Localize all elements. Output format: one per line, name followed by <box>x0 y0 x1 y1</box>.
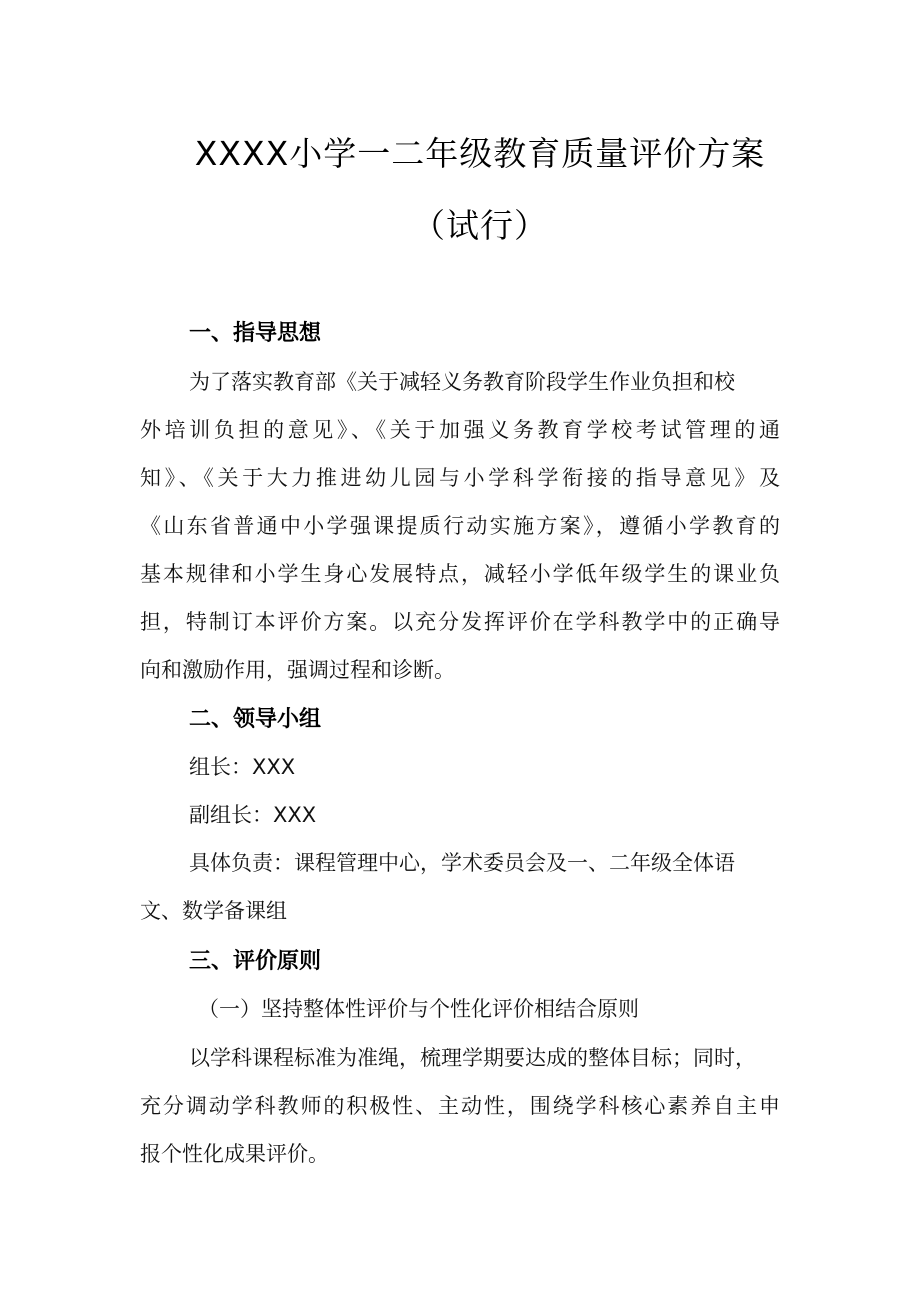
section-heading-evaluation-principles: 三、评价原则 <box>189 949 322 974</box>
paragraph-line: 报个性化成果评价。 <box>140 1142 329 1166</box>
group-leader-line: 组长：XXX <box>189 755 296 779</box>
paragraph-line: 《山东省普通中小学强课提质行动实施方案》，遵循小学教育的 <box>140 514 780 538</box>
deputy-leader-line: 副组长：XXX <box>189 803 317 827</box>
paragraph-line: 知》、《关于大力推进幼儿园与小学科学衔接的指导意见》及 <box>140 466 780 490</box>
paragraph-line: 充分调动学科教师的积极性、主动性，围绕学科核心素养自主申 <box>140 1094 780 1118</box>
paragraph-line: 向和激励作用，强调过程和诊断。 <box>140 658 455 682</box>
paragraph-line: 担，特制订本评价方案。以充分发挥评价在学科教学中的正确导 <box>140 610 780 634</box>
document-subtitle: （试行） <box>412 206 548 245</box>
paragraph-line: 为了落实教育部《关于减轻义务教育阶段学生作业负担和校 <box>189 370 735 394</box>
document-title: XXXX小学一二年级教育质量评价方案 <box>194 134 766 173</box>
paragraph-line: 外培训负担的意见》、《关于加强义务教育学校考试管理的通 <box>140 418 780 442</box>
paragraph-line: 文、数学备课组 <box>140 899 287 923</box>
subsection-heading: （一）坚持整体性评价与个性化评价相结合原则 <box>198 997 639 1021</box>
paragraph-line: 基本规律和小学生身心发展特点，减轻小学低年级学生的课业负 <box>140 562 780 586</box>
paragraph-line: 具体负责：课程管理中心，学术委员会及一、二年级全体语 <box>189 851 735 875</box>
paragraph-line: 以学科课程标准为准绳，梳理学期要达成的整体目标；同时， <box>189 1046 756 1070</box>
section-heading-guiding-ideology: 一、指导思想 <box>189 321 322 346</box>
section-heading-leadership-group: 二、领导小组 <box>189 707 322 732</box>
